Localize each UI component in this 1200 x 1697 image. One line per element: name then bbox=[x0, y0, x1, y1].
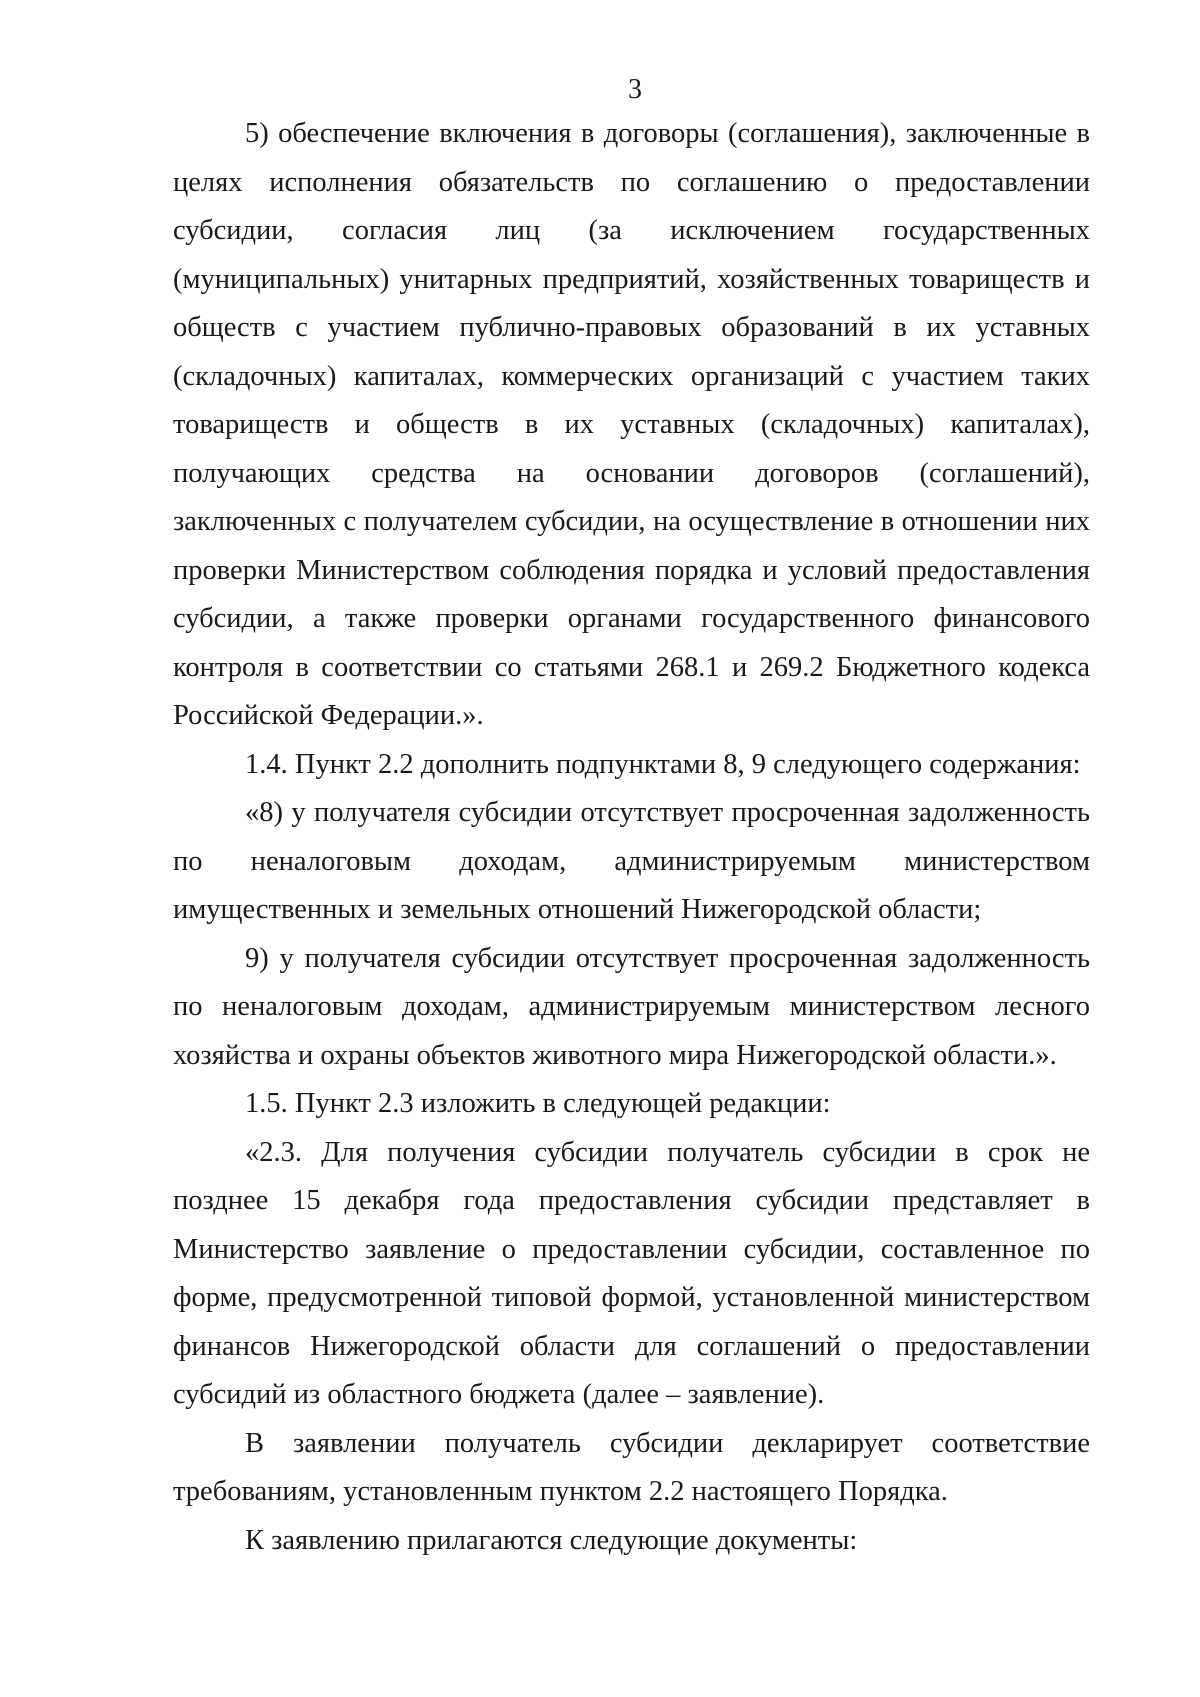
paragraph-item-9: 9) у получателя субсидии отсутствует просроченная задолженность по неналоговым доходам, администрируемым министерством лесного хозяйства и охраны объектов животного мира Нижегородской области.». bbox=[173, 942, 1090, 1071]
paragraph-1-5: 1.5. Пункт 2.3 изложить в следующей редакции: bbox=[245, 1088, 831, 1119]
paragraph-1-4: 1.4. Пункт 2.2 дополнить подпунктами 8, 9 следующего содержания: bbox=[245, 748, 1081, 780]
paragraph-declaration: В заявлении получатель субсидии декларирует соответствие требованиям, установленным пунктом 2.2 настоящего Порядка. bbox=[173, 1427, 1090, 1507]
paragraph-item-5: 5) обеспечение включения в договоры (соглашения), заключенные в целях исполнения обязательств по соглашению о предоставлении субсидии, согласия лиц (за исключением государственных (муниципальных) унитарных предприятий, хозяйственных товариществ и обществ с участием публично-правовых образований в их уставных (складочных) капиталах, коммерческих организаций с участием таких товариществ и обществ в их уставных (складочных) капиталах), получающих средства на основании договоров (соглашений), заключенных с получателем субсидии, на осуществление в отношении них проверки Министерством соблюдения порядка и условий предоставления субсидии, а также проверки органами государственного финансового контроля в соответствии со статьями 268.1 и 269.2 Бюджетного кодекса Российской Федерации.». bbox=[173, 118, 1090, 731]
document-body bbox=[173, 110, 1090, 1565]
page-number: 3 bbox=[628, 74, 642, 105]
paragraph-attachments: К заявлению прилагаются следующие документы: bbox=[245, 1524, 858, 1556]
paragraph-item-8: «8) у получателя субсидии отсутствует просроченная задолженность по неналоговым доходам, администрируемым министерством имущественных и земельных отношений Нижегородской области; bbox=[173, 797, 1090, 925]
paragraph-2-3: «2.3. Для получения субсидии получатель субсидии в срок не позднее 15 декабря года предоставления субсидии представляет в Министерство заявление о предоставлении субсидии, составленное по форме, предусмотренной типовой формой, установленной министерством финансов Нижегородской области для соглашений о предоставлении субсидий из областного бюджета (далее – заявление). bbox=[173, 1136, 1090, 1410]
